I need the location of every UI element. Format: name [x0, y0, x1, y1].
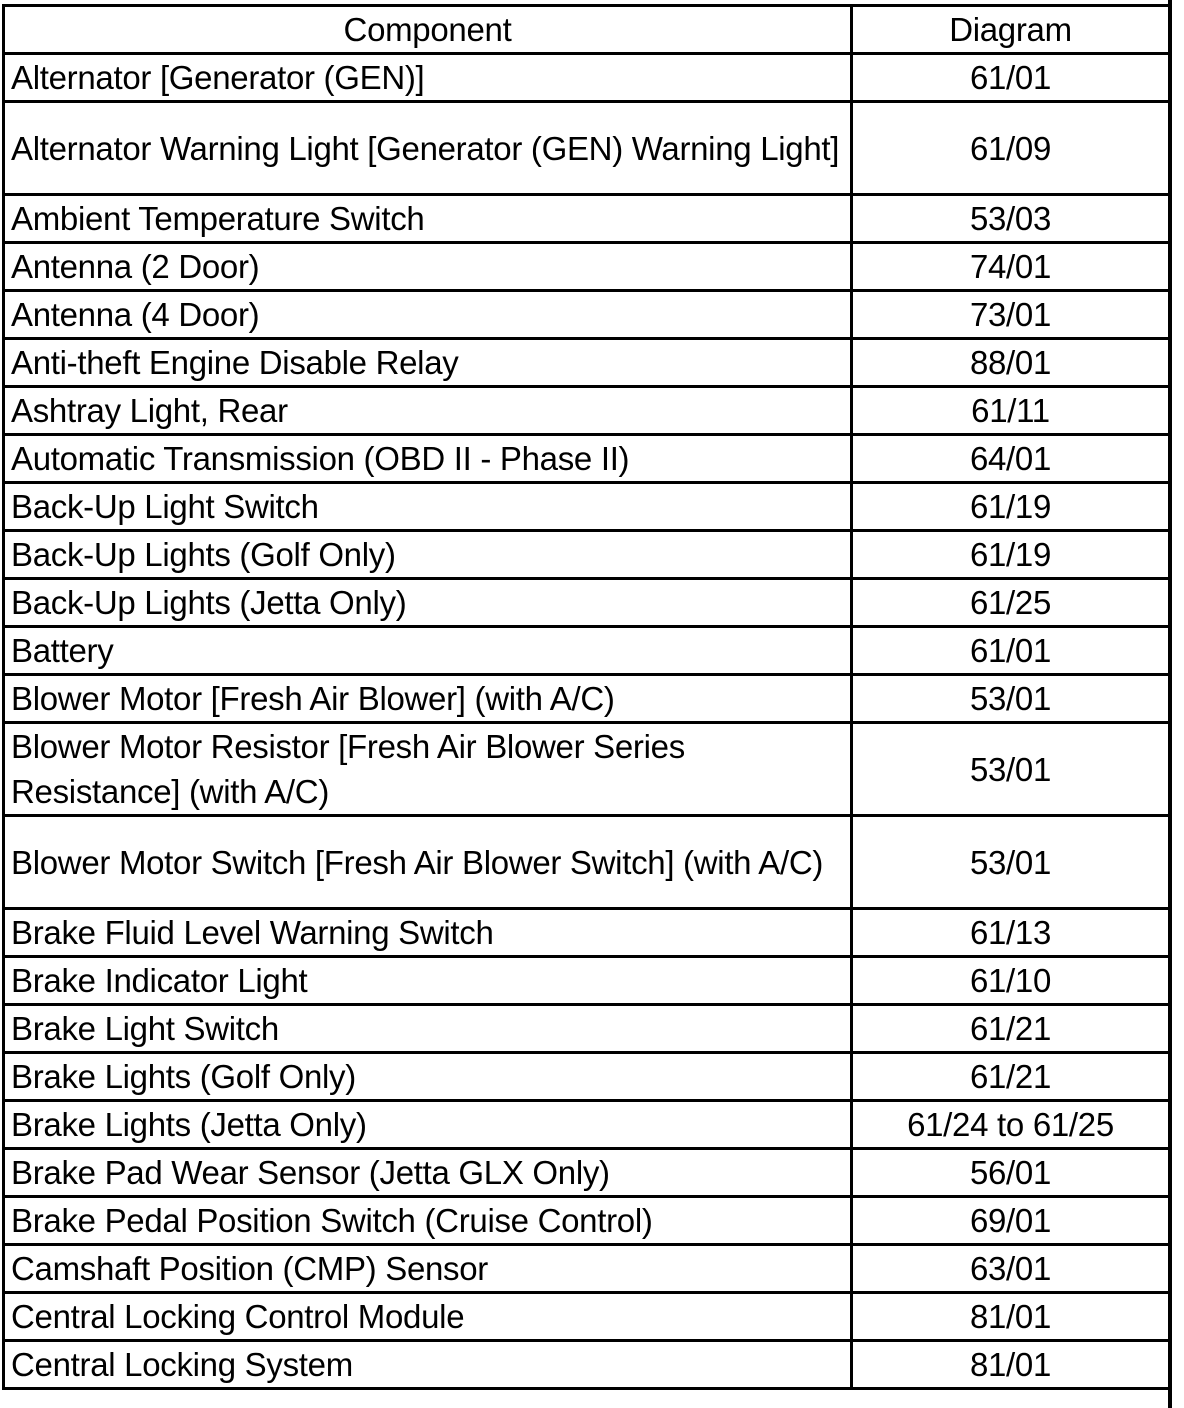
diagram-cell: 61/11 [852, 387, 1170, 435]
component-cell: Back-Up Light Switch [4, 483, 852, 531]
diagram-cell: 61/13 [852, 909, 1170, 957]
table-row [4, 1293, 1170, 1341]
diagram-cell: 61/10 [852, 957, 1170, 1005]
table-row [4, 54, 1170, 102]
component-cell: Antenna (4 Door) [4, 291, 852, 339]
table-row [4, 531, 1170, 579]
component-cell: Battery [4, 627, 852, 675]
table-row [4, 483, 1170, 531]
diagram-cell: 53/01 [852, 675, 1170, 723]
table-row [4, 1245, 1170, 1293]
component-cell: Back-Up Lights (Golf Only) [4, 531, 852, 579]
component-cell: Alternator [Generator (GEN)] [4, 54, 852, 102]
table-row [4, 723, 1170, 816]
component-cell: Ambient Temperature Switch [4, 195, 852, 243]
diagram-cell: 53/03 [852, 195, 1170, 243]
component-cell: Camshaft Position (CMP) Sensor [4, 1245, 852, 1293]
column-header-diagram: Diagram [852, 6, 1170, 54]
component-cell: Brake Pad Wear Sensor (Jetta GLX Only) [4, 1149, 852, 1197]
component-cell: Brake Indicator Light [4, 957, 852, 1005]
table-row [4, 579, 1170, 627]
diagram-cell: 61/09 [852, 102, 1170, 195]
component-cell: Anti-theft Engine Disable Relay [4, 339, 852, 387]
diagram-cell: 81/01 [852, 1293, 1170, 1341]
diagram-cell: 56/01 [852, 1149, 1170, 1197]
component-cell: Back-Up Lights (Jetta Only) [4, 579, 852, 627]
table-row [4, 102, 1170, 195]
table-row [4, 195, 1170, 243]
column-header-component: Component [4, 6, 852, 54]
diagram-cell: 61/01 [852, 54, 1170, 102]
table-row [4, 1053, 1170, 1101]
table-row [4, 816, 1170, 909]
diagram-cell: 61/21 [852, 1053, 1170, 1101]
page-edge-divider [1168, 0, 1172, 1408]
table-row [4, 627, 1170, 675]
diagram-cell: 63/01 [852, 1245, 1170, 1293]
table-row [4, 339, 1170, 387]
component-cell: Brake Light Switch [4, 1005, 852, 1053]
diagram-cell: 61/19 [852, 483, 1170, 531]
table-row [4, 1341, 1170, 1389]
diagram-cell: 81/01 [852, 1341, 1170, 1389]
component-cell: Ashtray Light, Rear [4, 387, 852, 435]
table-row [4, 1149, 1170, 1197]
component-cell: Brake Pedal Position Switch (Cruise Control) [4, 1197, 852, 1245]
diagram-cell: 61/19 [852, 531, 1170, 579]
diagram-cell: 74/01 [852, 243, 1170, 291]
table-row [4, 435, 1170, 483]
component-cell: Central Locking System [4, 1341, 852, 1389]
diagram-cell: 61/24 to 61/25 [852, 1101, 1170, 1149]
table-row [4, 957, 1170, 1005]
component-cell: Blower Motor Resistor [Fresh Air Blower Series Resistance] (with A/C) [4, 723, 852, 816]
table-row [4, 1197, 1170, 1245]
table-row [4, 243, 1170, 291]
component-cell: Blower Motor Switch [Fresh Air Blower Switch] (with A/C) [4, 816, 852, 909]
table-row [4, 909, 1170, 957]
diagram-cell: 61/25 [852, 579, 1170, 627]
diagram-cell: 64/01 [852, 435, 1170, 483]
component-cell: Brake Lights (Golf Only) [4, 1053, 852, 1101]
component-cell: Brake Fluid Level Warning Switch [4, 909, 852, 957]
component-cell: Automatic Transmission (OBD II - Phase II) [4, 435, 852, 483]
table-header-row [4, 6, 1170, 54]
table-row [4, 1005, 1170, 1053]
diagram-cell: 69/01 [852, 1197, 1170, 1245]
table-row [4, 1101, 1170, 1149]
component-cell: Alternator Warning Light [Generator (GEN) Warning Light] [4, 102, 852, 195]
component-diagram-table [2, 4, 1171, 1390]
table-row [4, 387, 1170, 435]
component-cell: Brake Lights (Jetta Only) [4, 1101, 852, 1149]
diagram-cell: 53/01 [852, 723, 1170, 816]
component-index-sheet [2, 4, 1168, 1390]
component-cell: Antenna (2 Door) [4, 243, 852, 291]
diagram-cell: 73/01 [852, 291, 1170, 339]
table-row [4, 291, 1170, 339]
diagram-cell: 88/01 [852, 339, 1170, 387]
diagram-cell: 61/21 [852, 1005, 1170, 1053]
diagram-cell: 53/01 [852, 816, 1170, 909]
table-row [4, 675, 1170, 723]
diagram-cell: 61/01 [852, 627, 1170, 675]
component-cell: Blower Motor [Fresh Air Blower] (with A/C) [4, 675, 852, 723]
component-cell: Central Locking Control Module [4, 1293, 852, 1341]
